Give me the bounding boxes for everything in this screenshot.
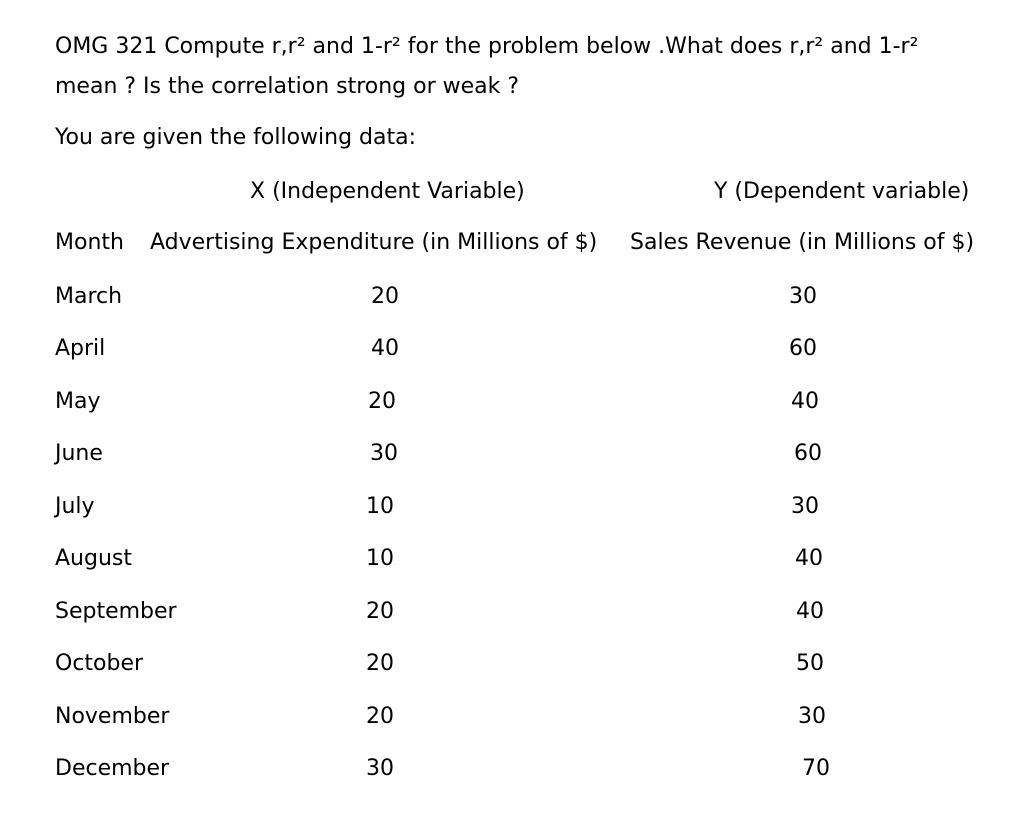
table-row — [0, 703, 1024, 731]
y-cell: 30 — [789, 284, 817, 309]
table-row — [0, 388, 1024, 416]
table-row — [0, 440, 1024, 468]
y-cell: 60 — [789, 336, 817, 361]
month-cell: June — [55, 441, 103, 466]
y-cell: 60 — [794, 441, 822, 466]
x-cell: 20 — [366, 651, 394, 676]
month-cell: August — [55, 546, 132, 571]
x-cell: 30 — [366, 756, 394, 781]
table-row — [0, 755, 1024, 783]
x-cell: 20 — [371, 284, 399, 309]
intro-text: You are given the following data: — [55, 125, 417, 150]
y-cell: 50 — [796, 651, 824, 676]
x-cell: 40 — [371, 336, 399, 361]
x-cell: 20 — [368, 389, 396, 414]
table-row — [0, 335, 1024, 363]
table-row — [0, 283, 1024, 311]
y-cell: 40 — [791, 389, 819, 414]
month-cell: July — [55, 494, 95, 519]
y-cell: 40 — [796, 599, 824, 624]
month-cell: October — [55, 651, 144, 676]
question-line-1: OMG 321 Compute r,r² and 1-r² for the problem below .What does r,r² and 1-r² — [55, 34, 919, 59]
x-cell: 10 — [366, 546, 394, 571]
month-cell: November — [55, 704, 170, 729]
x-cell: 30 — [370, 441, 398, 466]
table-row — [0, 493, 1024, 521]
y-cell: 30 — [791, 494, 819, 519]
month-cell: May — [55, 389, 101, 414]
x-column-header: Advertising Expenditure (in Millions of $) — [150, 230, 598, 255]
x-cell: 10 — [366, 494, 394, 519]
table-row — [0, 650, 1024, 678]
y-cell: 70 — [802, 756, 830, 781]
y-group-header: Y (Dependent variable) — [714, 179, 970, 204]
month-cell: March — [55, 284, 123, 309]
month-cell: December — [55, 756, 170, 781]
y-cell: 30 — [798, 704, 826, 729]
y-column-header: Sales Revenue (in Millions of $) — [630, 230, 975, 255]
month-cell: April — [55, 336, 106, 361]
table-row — [0, 545, 1024, 573]
x-group-header: X (Independent Variable) — [250, 179, 525, 204]
question-line-2: mean ? Is the correlation strong or weak ? — [55, 74, 520, 99]
table-row — [0, 598, 1024, 626]
y-cell: 40 — [795, 546, 823, 571]
x-cell: 20 — [366, 704, 394, 729]
month-column-header: Month — [55, 230, 124, 255]
month-cell: September — [55, 599, 177, 624]
x-cell: 20 — [366, 599, 394, 624]
